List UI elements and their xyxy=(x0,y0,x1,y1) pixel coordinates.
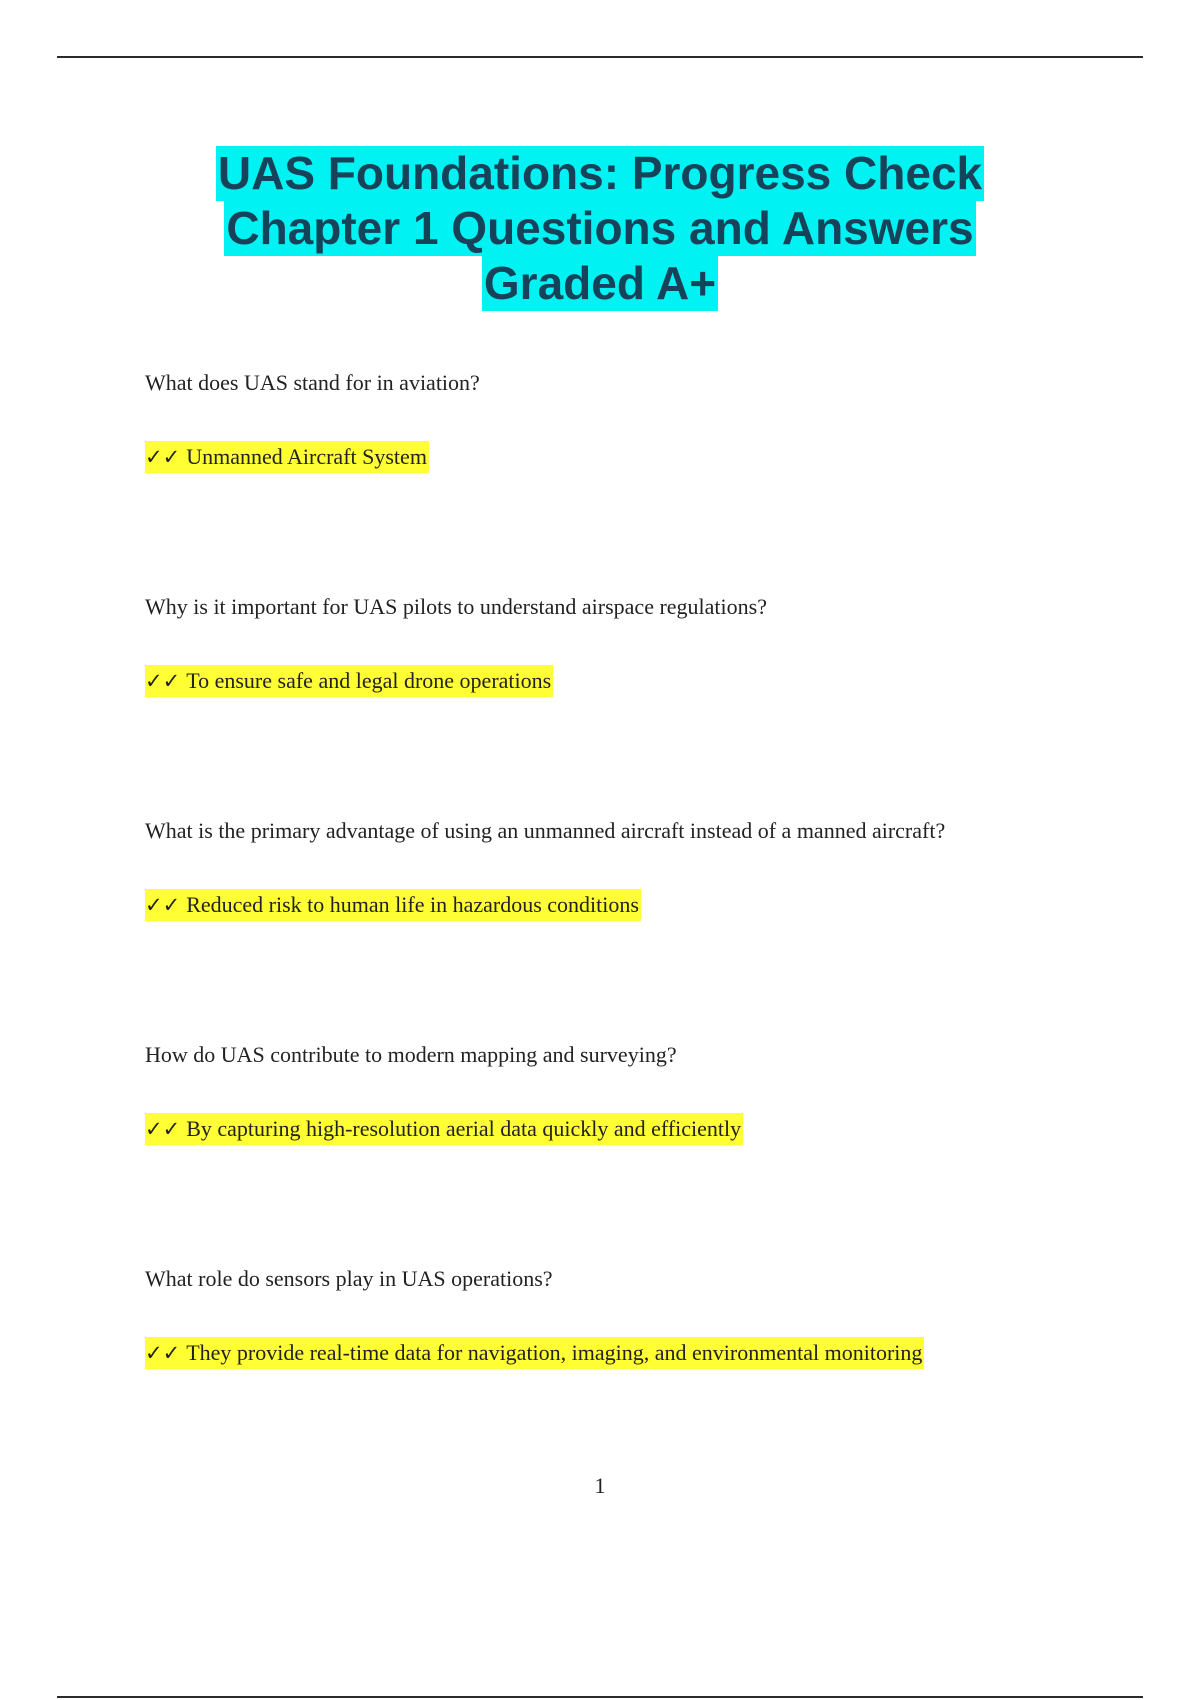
question-4: How do UAS contribute to modern mapping and surveying? xyxy=(145,1042,677,1067)
question-2: Why is it important for UAS pilots to understand airspace regulations? xyxy=(145,594,767,619)
double-check-icon: ✓✓ xyxy=(145,669,181,693)
answer-5 xyxy=(145,1337,924,1369)
qa-item-2 xyxy=(145,593,1065,693)
answer-2-text: To ensure safe and legal drone operations xyxy=(186,668,552,693)
answer-1 xyxy=(145,441,429,473)
answer-1-text: Unmanned Aircraft System xyxy=(186,444,427,469)
top-rule xyxy=(57,56,1143,58)
answer-2 xyxy=(145,665,553,697)
question-1: What does UAS stand for in aviation? xyxy=(145,370,480,395)
qa-item-4 xyxy=(145,1041,1065,1141)
page-number: 1 xyxy=(594,1473,606,1498)
question-3: What is the primary advantage of using an unmanned aircraft instead of a manned aircraft? xyxy=(145,818,946,843)
double-check-icon: ✓✓ xyxy=(145,1117,181,1141)
answer-4-text: By capturing high-resolution aerial data quickly and efficiently xyxy=(186,1116,742,1141)
double-check-icon: ✓✓ xyxy=(145,1341,181,1365)
title-line-1: UAS Foundations: Progress Check xyxy=(217,147,983,199)
qa-item-5 xyxy=(145,1265,1065,1365)
question-5: What role do sensors play in UAS operations? xyxy=(145,1266,553,1291)
title-line-2: Chapter 1 Questions and Answers xyxy=(226,202,974,254)
answer-5-text: They provide real-time data for navigation, imaging, and environmental monitoring xyxy=(186,1340,923,1365)
qa-item-1 xyxy=(145,369,1065,469)
title-line-3: Graded A+ xyxy=(483,257,717,309)
answer-4 xyxy=(145,1113,743,1145)
answer-3 xyxy=(145,889,641,921)
double-check-icon: ✓✓ xyxy=(145,893,181,917)
document-title xyxy=(0,146,1200,311)
double-check-icon: ✓✓ xyxy=(145,445,181,469)
bottom-rule xyxy=(57,1696,1143,1698)
qa-item-3 xyxy=(145,817,1065,917)
answer-3-text: Reduced risk to human life in hazardous conditions xyxy=(186,892,639,917)
